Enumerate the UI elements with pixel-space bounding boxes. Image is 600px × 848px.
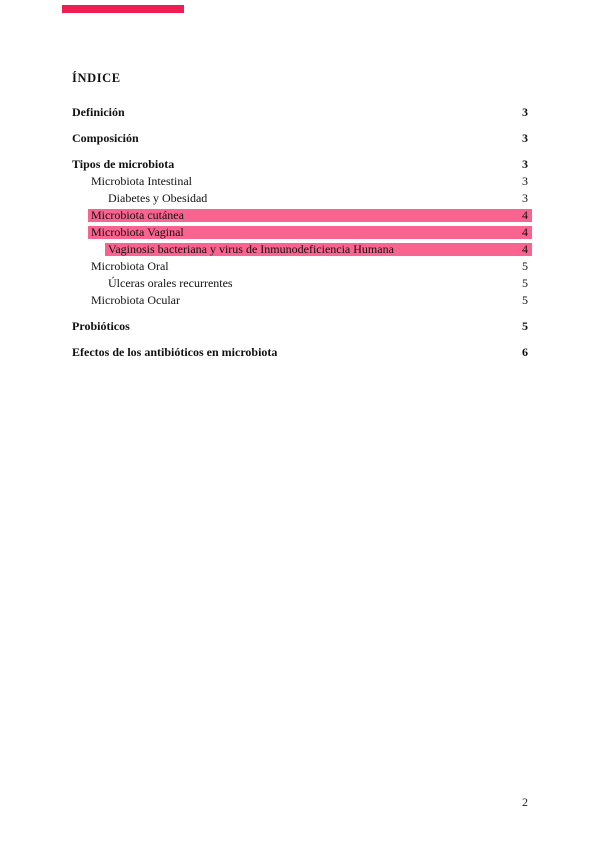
toc-entry-inner (72, 320, 528, 333)
toc-entry-page-number: 3 (522, 191, 528, 205)
toc-entry[interactable] (72, 104, 528, 121)
toc-entry-inner (108, 277, 528, 290)
toc-entry-inner (72, 132, 528, 145)
toc-entry-page-number: 5 (522, 319, 528, 333)
toc-entry[interactable] (72, 207, 528, 224)
toc-entry[interactable] (72, 275, 528, 292)
toc-entry-inner (72, 106, 528, 119)
toc-entry[interactable] (72, 173, 528, 190)
page-title: ÍNDICE (72, 71, 121, 85)
toc-entry[interactable] (72, 258, 528, 275)
toc-entry-page-number: 5 (522, 276, 528, 290)
toc-entry-inner (72, 158, 528, 171)
toc-entry-label: Microbiota Vaginal (91, 225, 184, 239)
toc-entry[interactable] (72, 190, 528, 207)
toc-entry-label: Definición (72, 105, 125, 119)
toc-entry-label: Probióticos (72, 319, 130, 333)
toc-entry[interactable] (72, 318, 528, 335)
toc-entry[interactable] (72, 130, 528, 147)
toc-entry-label: Vaginosis bacteriana y virus de Inmunodeficiencia Humana (108, 242, 394, 256)
toc-entry[interactable] (72, 241, 528, 258)
toc-entry-label: Efectos de los antibióticos en microbiota (72, 345, 278, 359)
toc-entry-inner (88, 209, 532, 222)
toc-entry-inner (105, 243, 532, 256)
toc-entry[interactable] (72, 292, 528, 309)
toc-entry-label: Tipos de microbiota (72, 157, 175, 171)
toc-entry-label: Microbiota Ocular (91, 293, 180, 307)
toc-entry-inner (108, 192, 528, 205)
toc-entry[interactable] (72, 156, 528, 173)
footer-page-number: 2 (522, 795, 528, 809)
toc-entry-page-number: 4 (522, 225, 528, 239)
toc-entry-page-number: 3 (522, 131, 528, 145)
toc-entry-label: Microbiota cutánea (91, 208, 184, 222)
toc-entry-label: Composición (72, 131, 139, 145)
toc-entry-page-number: 3 (522, 174, 528, 188)
toc-entry-label: Diabetes y Obesidad (108, 191, 208, 205)
toc-entry-page-number: 6 (522, 345, 528, 359)
toc-entry-inner (91, 260, 528, 273)
toc-entry-page-number: 4 (522, 242, 528, 256)
table-of-contents (72, 104, 528, 361)
toc-entry-page-number: 3 (522, 157, 528, 171)
toc-entry-page-number: 5 (522, 259, 528, 273)
toc-entry-label: Microbiota Intestinal (91, 174, 192, 188)
toc-entry-page-number: 5 (522, 293, 528, 307)
toc-entry[interactable] (72, 344, 528, 361)
toc-entry-inner (88, 226, 532, 239)
toc-entry-page-number: 4 (522, 208, 528, 222)
red-banner (62, 5, 184, 13)
toc-entry-label: Microbiota Oral (91, 259, 169, 273)
toc-entry[interactable] (72, 224, 528, 241)
toc-entry-inner (72, 346, 528, 359)
toc-entry-inner (91, 294, 528, 307)
toc-entry-label: Úlceras orales recurrentes (108, 276, 233, 290)
toc-entry-inner (91, 175, 528, 188)
toc-entry-page-number: 3 (522, 105, 528, 119)
